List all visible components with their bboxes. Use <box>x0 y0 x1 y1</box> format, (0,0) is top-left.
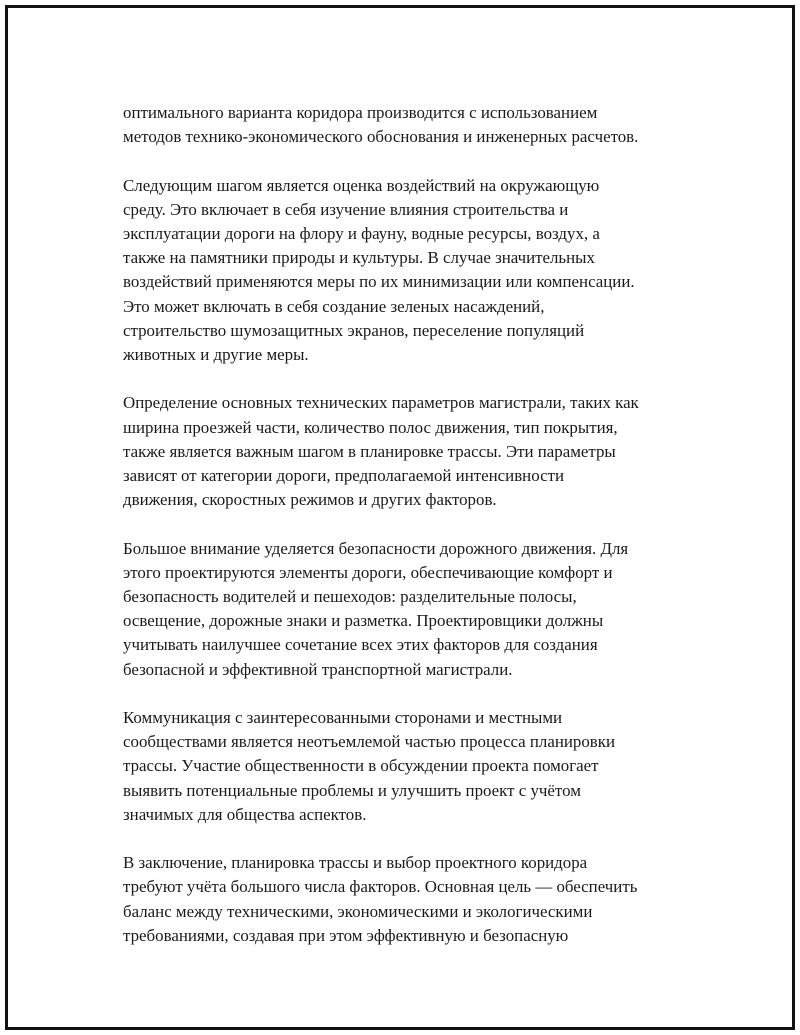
paragraph-6 <box>123 851 713 948</box>
text-line: среду. Это включает в себя изучение влияния строительства и <box>123 199 569 219</box>
text-line: сообществами является неотъемлемой частью процесса планировки <box>123 732 616 752</box>
text-line: методов технико-экономического обоснования и инженерных расчетов. <box>123 127 639 147</box>
text-line: также является важным шагом в планировке трассы. Эти параметры <box>123 441 616 461</box>
text-line: безопасной и эффективной транспортной магистрали. <box>123 659 513 679</box>
text-line: строительство шумозащитных экранов, переселение популяций <box>123 320 585 340</box>
text-line: воздействий применяются меры по их минимизации или компенсации. <box>123 272 635 292</box>
text-line: Это может включать в себя создание зеленых насаждений, <box>123 296 545 316</box>
text-line: Следующим шагом является оценка воздействий на окружающую <box>123 175 600 195</box>
text-line: зависят от категории дороги, предполагаемой интенсивности <box>123 466 564 486</box>
text-line: Коммуникация с заинтересованными сторонами и местными <box>123 708 563 728</box>
document-page <box>5 5 795 1030</box>
text-line: ширина проезжей части, количество полос движения, тип покрытия, <box>123 417 618 437</box>
paragraph-2 <box>123 174 713 368</box>
text-line: трассы. Участие общественности в обсуждении проекта помогает <box>123 756 599 776</box>
text-line: этого проектируются элементы дороги, обеспечивающие комфорт и <box>123 562 613 582</box>
paragraph-4 <box>123 537 713 682</box>
text-line: движения, скоростных режимов и других факторов. <box>123 490 497 510</box>
text-line: выявить потенциальные проблемы и улучшить проект с учётом <box>123 780 581 800</box>
text-line: безопасность водителей и пешеходов: разделительные полосы, <box>123 587 577 607</box>
text-line: учитывать наилучшее сочетание всех этих факторов для создания <box>123 635 598 655</box>
text-line: оптимального варианта коридора производится с использованием <box>123 103 598 122</box>
text-line: В заключение, планировка трассы и выбор проектного коридора <box>123 853 588 873</box>
text-line: требуют учёта большого числа факторов. Основная цель — обеспечить <box>123 877 638 897</box>
text-line: освещение, дорожные знаки и разметка. Проектировщики должны <box>123 611 604 631</box>
text-line: Большое внимание уделяется безопасности дорожного движения. Для <box>123 538 629 558</box>
text-line: эксплуатации дороги на флору и фауну, водные ресурсы, воздух, а <box>123 224 600 243</box>
document-body <box>123 101 713 972</box>
paragraph-3 <box>123 391 713 512</box>
text-line: Определение основных технических параметров магистрали, таких как <box>123 393 639 413</box>
paragraph-5 <box>123 706 713 827</box>
text-line: требованиями, создавая при этом эффективную и безопасную <box>123 925 569 945</box>
paragraph-1 <box>123 101 713 149</box>
text-line: баланс между техническими, экономическими и экологическими <box>123 901 593 921</box>
text-line: значимых для общества аспектов. <box>123 804 367 824</box>
text-line: также на памятники природы и культуры. В случае значительных <box>123 248 595 268</box>
text-line: животных и другие меры. <box>123 345 309 365</box>
